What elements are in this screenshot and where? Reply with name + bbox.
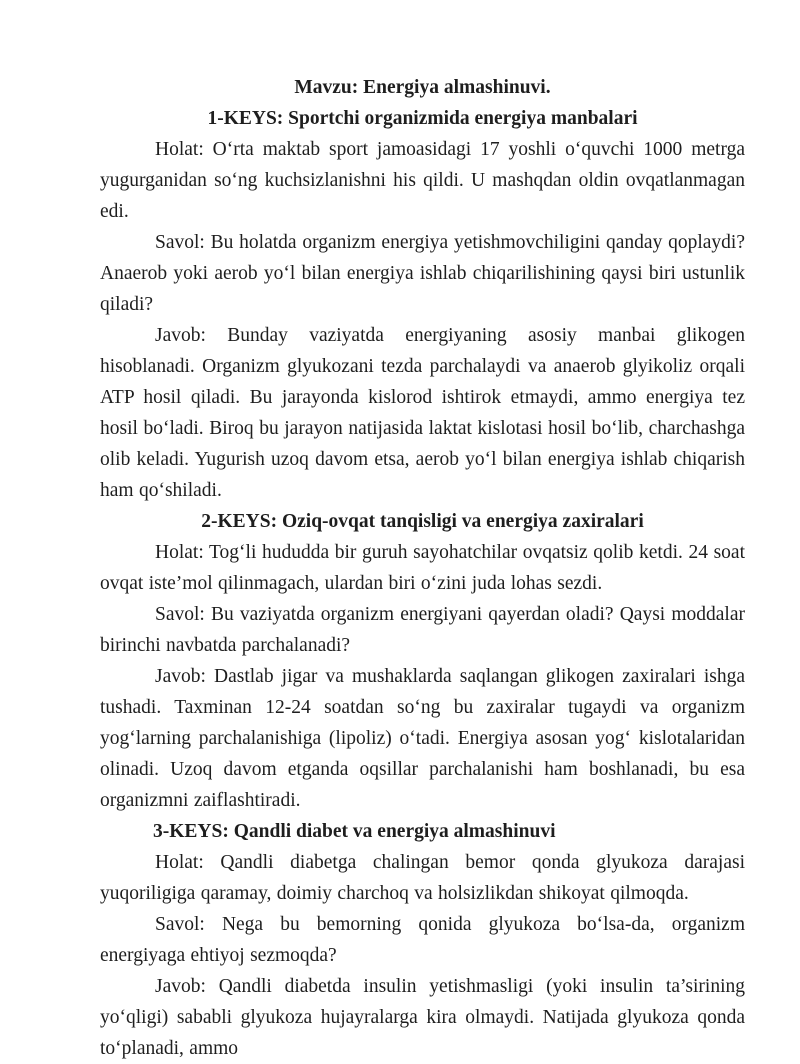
section-1-paragraph-javob: Javob: Bunday vaziyatda energiyaning asosiy manbai glikogen hisoblanadi. Organizm glyukozani tezda parchalaydi va anaerob glyikoliz orqali ATP hosil qiladi. Bu jarayonda kislorod ishtirok etmaydi, ammo energiya tez hosil bo‘ladi. Biroq bu jarayon natijasida laktat kislotasi hosil bo‘lib, charchashga olib keladi. Yugurish uzoq davom etsa, aerob yo‘l bilan energiya ishlab chiqarish ham qo‘shiladi. [100,325,745,501]
section-2-paragraph-javob: Javob: Dastlab jigar va mushaklarda saqlangan glikogen zaxiralari ishga tushadi. Taxminan 12-24 soatdan so‘ng bu zaxiralar tugaydi va organizm yog‘larning parchalanishiga (lipoliz) o‘tadi. Energiya asosan yog‘ kislotalaridan olinadi. Uzoq davom etganda oqsillar parchalanishi ham boshlanadi, bu esa organizmni zaiflashtiradi. [100,666,745,811]
section-1-paragraph-holat: Holat: O‘rta maktab sport jamoasidagi 17 yoshli o‘quvchi 1000 metrga yugurganidan so‘ng kuchsizlanishni his qildi. U mashqdan oldin ovqatlanmagan edi. [100,139,745,222]
section-3-paragraph-savol: Savol: Nega bu bemorning qonida glyukoza bo‘lsa-da, organizm energiyaga ehtiyoj sezmoqda? [100,914,745,966]
section-2-paragraph-savol: Savol: Bu vaziyatda organizm energiyani qayerdan oladi? Qaysi moddalar birinchi navbatda parchalanadi? [100,604,745,656]
section-3-paragraph-javob: Javob: Qandli diabetda insulin yetishmasligi (yoki insulin ta’sirining yo‘qligi) sababli glyukoza hujayralarga kira olmaydi. Natijada glyukoza qonda to‘planadi, ammo [100,976,745,1059]
section-1-heading: 1-KEYS: Sportchi organizmida energiya manbalari [207,108,638,129]
section-2-paragraph-holat: Holat: Tog‘li hududda bir guruh sayohatchilar ovqatsiz qolib ketdi. 24 soat ovqat iste’mol qilinmagach, ulardan biri o‘zini juda lohas sezdi. [100,542,745,594]
document-title: Mavzu: Energiya almashinuvi. [294,77,551,98]
section-3-paragraph-holat: Holat: Qandli diabetga chalingan bemor qonda glyukoza darajasi yuqoriligiga qaramay, doimiy charchoq va holsizlikdan shikoyat qilmoqda. [100,852,745,904]
section-2-heading: 2-KEYS: Oziq-ovqat tanqisligi va energiya zaxiralari [201,511,644,532]
section-1-paragraph-savol: Savol: Bu holatda organizm energiya yetishmovchiligini qanday qoplaydi? Anaerob yoki aerob yo‘l bilan energiya ishlab chiqarilishining qaysi biri ustunlik qiladi? [100,232,745,315]
section-3-heading: 3-KEYS: Qandli diabet va energiya almashinuvi [153,821,556,842]
